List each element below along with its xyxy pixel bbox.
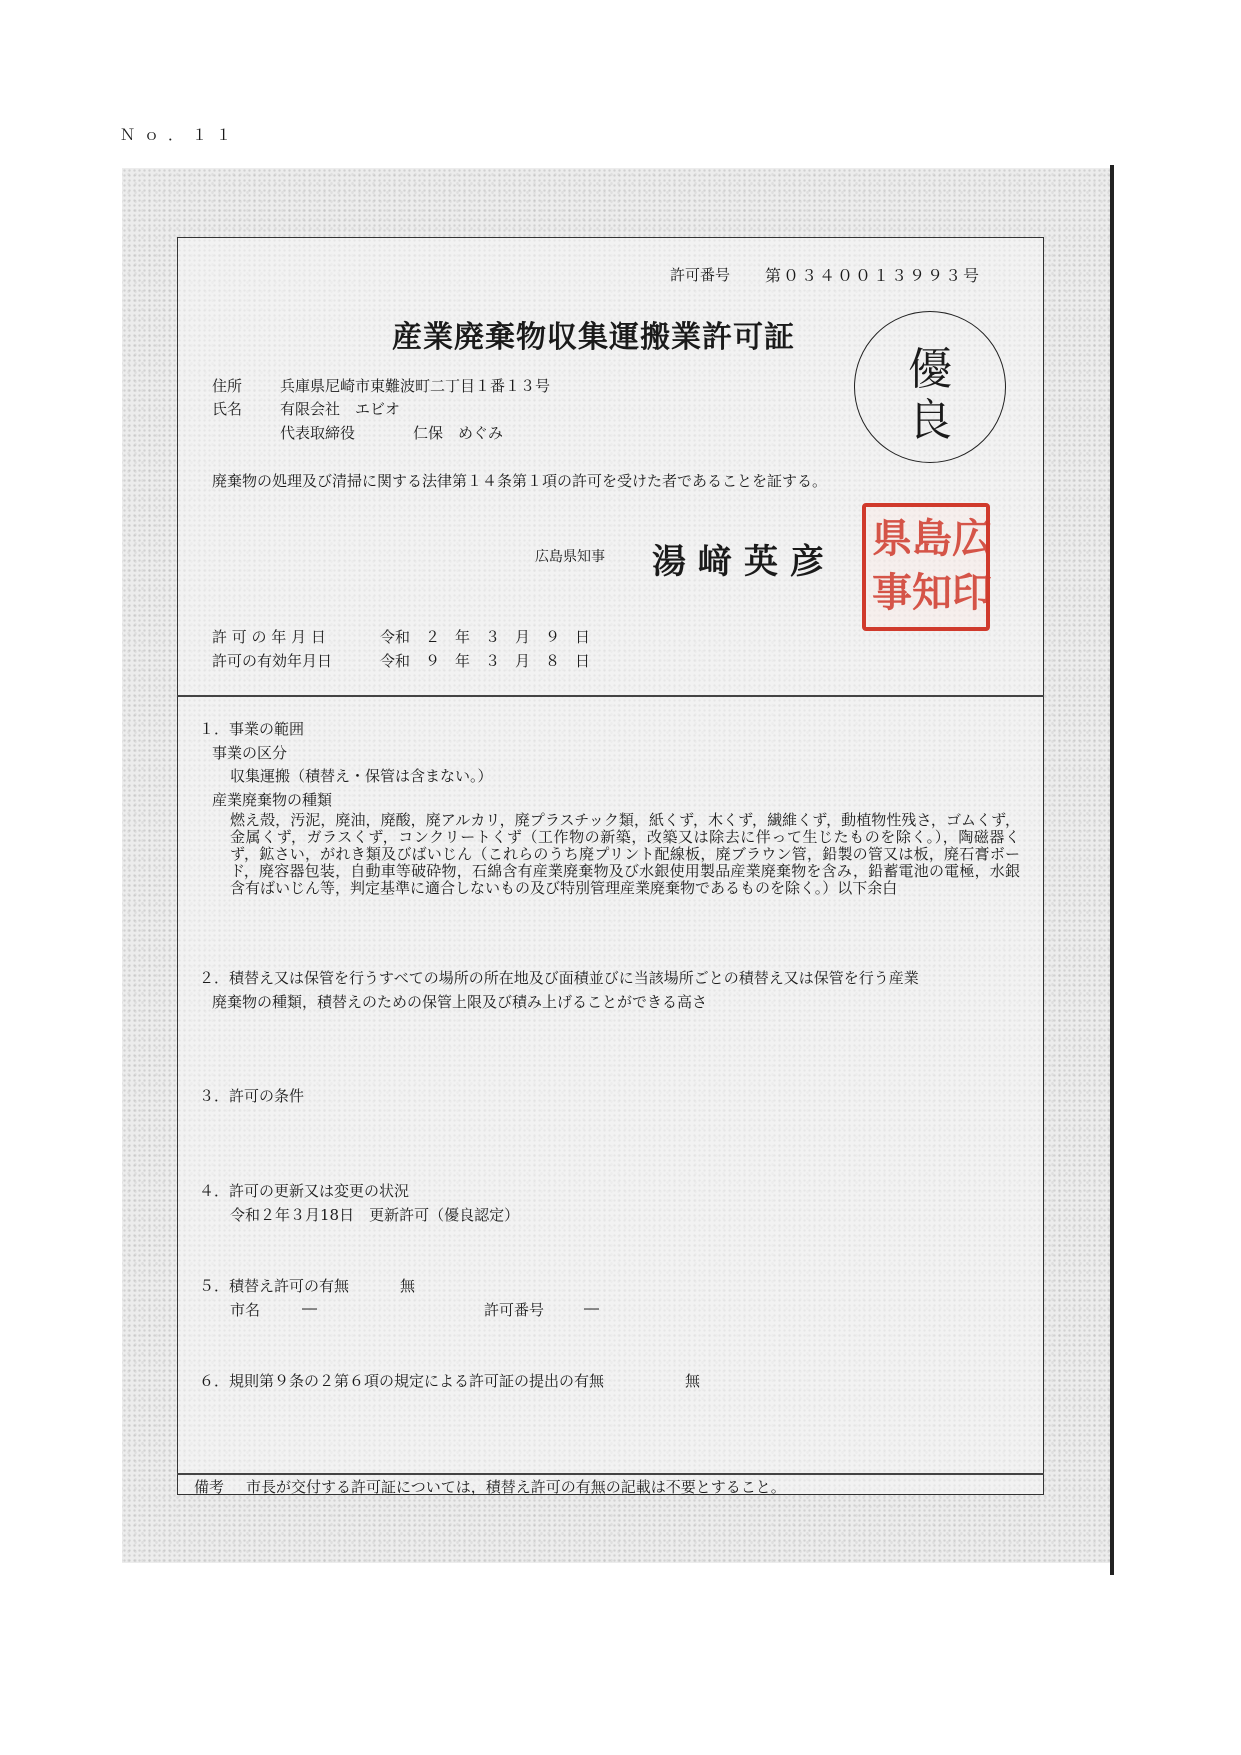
expiry-date: 令和 ９ 年 ３ 月 ８ 日	[380, 652, 591, 670]
renewal-status: 令和２年３月18日 更新許可（優良認定）	[230, 1206, 520, 1224]
issuer-title: 広島県知事	[535, 549, 605, 565]
section-6-title: ６．規則第９条の２第６項の規定による許可証の提出の有無	[199, 1372, 605, 1390]
city-name-value: ―	[302, 1299, 317, 1317]
business-category-label: 事業の区分	[212, 744, 288, 762]
remarks-label: 備考	[194, 1478, 225, 1496]
certification-statement: 廃棄物の処理及び清掃に関する法律第１４条第１項の許可を受けた者であることを証する。	[212, 472, 828, 490]
representative-title: 代表取締役	[280, 424, 356, 442]
excellent-mark-char-1: 優	[908, 344, 952, 395]
address-label: 住所	[212, 377, 243, 395]
section-4-title: ４．許可の更新又は変更の状況	[199, 1182, 410, 1200]
seal-characters: 県 島 広 事 知 印	[872, 515, 992, 616]
governor-name: 湯﨑英彦	[652, 542, 836, 582]
section-1-title: １．事業の範囲	[199, 720, 305, 738]
name-label: 氏名	[212, 400, 243, 418]
permit-number-label: 許可番号	[670, 266, 731, 284]
scan-edge-line	[1110, 165, 1114, 1575]
transshipment-permit-value: 無	[400, 1277, 416, 1295]
city-permit-number-label: 許可番号	[484, 1301, 545, 1319]
permit-date-label: 許 可 の 年 月 日	[212, 628, 326, 646]
section-2-title-line-1: ２．積替え又は保管を行うすべての場所の所在地及び面積並びに当該場所ごとの積替え又は保管を行う産業	[199, 969, 919, 987]
address-value: 兵庫県尼崎市東難波町二丁目１番１３号	[280, 377, 551, 395]
company-name: 有限会社 エビオ	[280, 400, 401, 418]
city-name-label: 市名	[230, 1301, 261, 1319]
remarks-text: 市長が交付する許可証については，積替え許可の有無の記載は不要とすること。	[246, 1478, 786, 1496]
representative-name: 仁保 めぐみ	[413, 424, 504, 442]
section-divider	[177, 695, 1044, 697]
permit-number: 第０３４００１３９９３号	[765, 266, 982, 285]
expiry-date-label: 許可の有効年月日	[212, 652, 333, 670]
waste-types-text: 燃え殻，汚泥，廃油，廃酸，廃アルカリ，廃プラスチック類，紙くず，木くず，繊維くず，動植物性残さ，ゴムくず，金属くず，ガラスくず，コンクリートくず（工作物の新築，改築又は除去に伴って生じたものを除く。），陶磁器くず，鉱さい，がれき類及びばいじん（これらのうち廃プリント配線板，廃ブラウン管，鉛製の管又は板，廃石膏ボード，廃容器包装，自動車等破砕物，石綿含有産業廃棄物及び水銀使用製品産業廃棄物を含み，鉛蓄電池の電極，水銀含有ばいじん等，判定基準に適合しないもの及び特別管理産業廃棄物であるものを除く。）以下余白	[230, 811, 1020, 897]
certificate-title: 産業廃棄物収集運搬業許可証	[392, 320, 795, 355]
waste-types-label: 産業廃棄物の種類	[212, 791, 333, 809]
remarks-divider	[177, 1473, 1044, 1475]
excellent-mark-char-2: 良	[908, 395, 952, 446]
city-permit-number-value: ―	[584, 1299, 599, 1317]
section-2-title-line-2: 廃棄物の種類，積替えのための保管上限及び積み上げることができる高さ	[212, 993, 708, 1011]
section-3-title: ３．許可の条件	[199, 1087, 305, 1105]
permit-date: 令和 ２ 年 ３ 月 ９ 日	[380, 628, 591, 646]
official-seal	[862, 503, 990, 631]
permit-submission-value: 無	[685, 1372, 701, 1390]
page-number: Ｎｏ．１１	[120, 126, 241, 144]
section-5-title: ５．積替え許可の有無	[199, 1277, 350, 1295]
business-category-value: 収集運搬（積替え・保管は含まない。）	[230, 767, 493, 785]
